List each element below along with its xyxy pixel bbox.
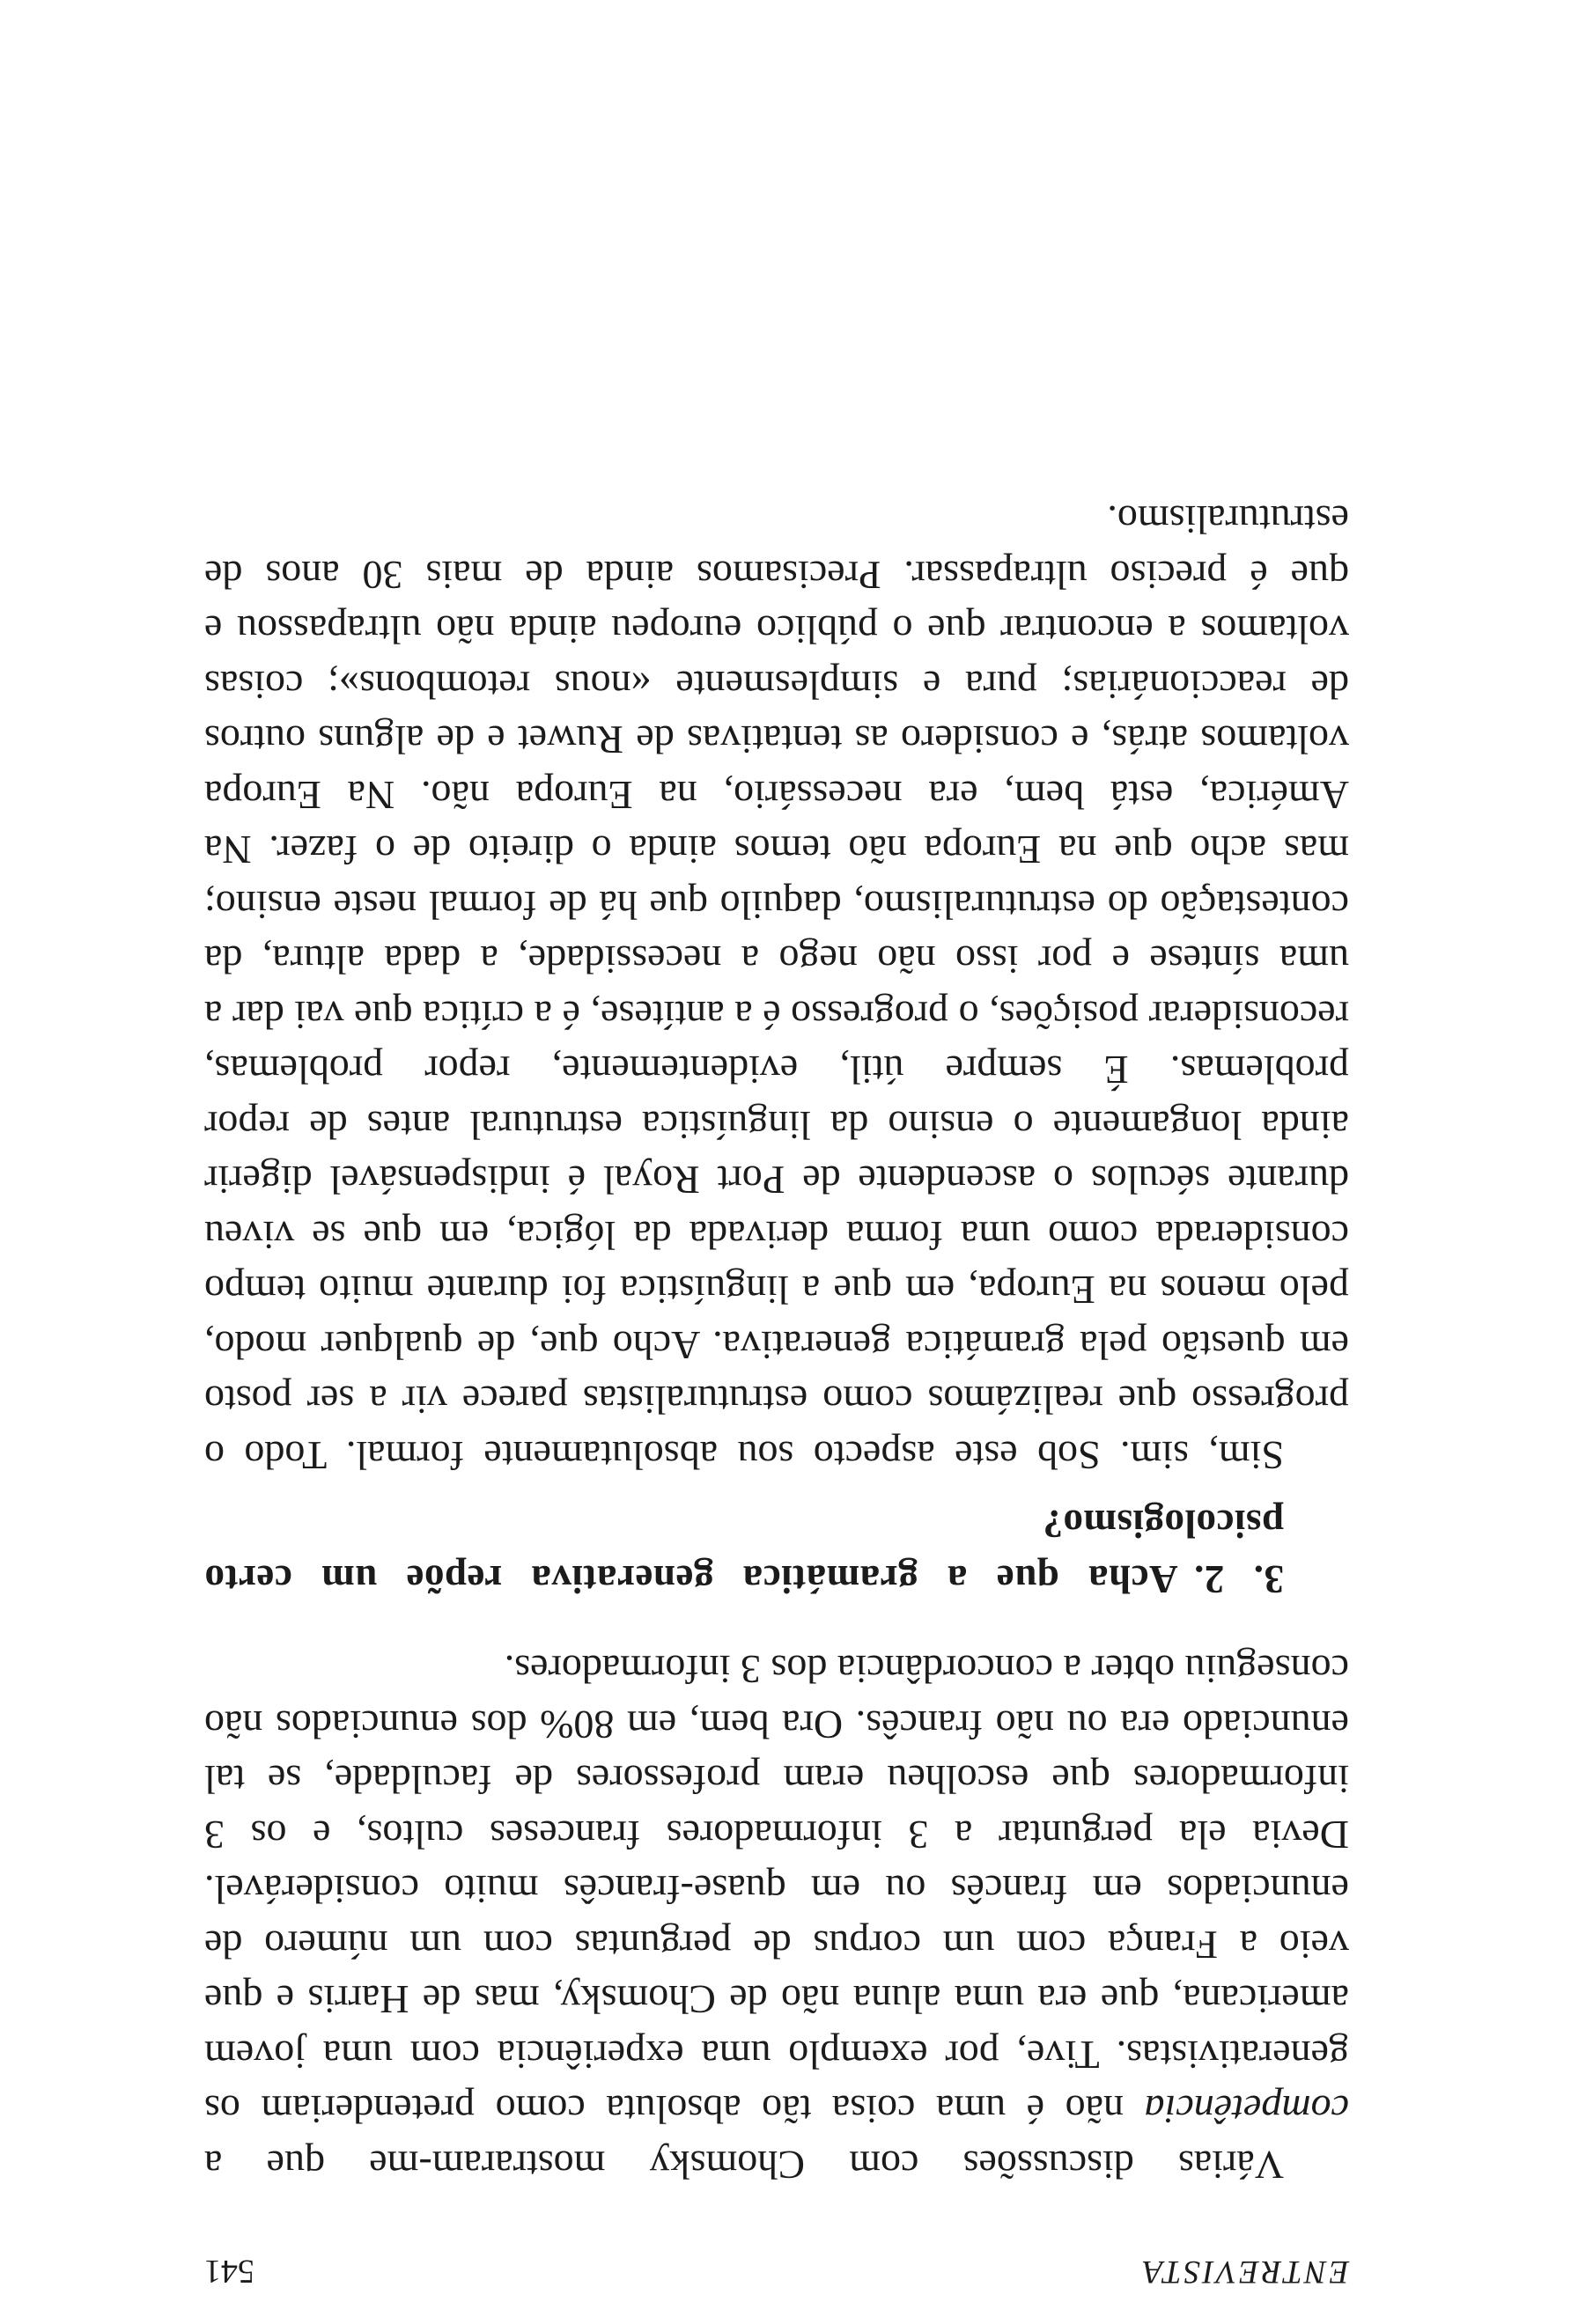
- paragraph-chomsky-discussions: [204, 1642, 1349, 2192]
- paragraph-1-start: Várias discussões com Chomsky mostraram-me que a: [204, 2143, 1284, 2188]
- page-header: [204, 2247, 1349, 2291]
- italic-term: competência: [1144, 2087, 1349, 2133]
- page-number: 541: [204, 2253, 254, 2290]
- question-text: Acha que a gramática generativa repõe um certo psicologismo?: [204, 1502, 1284, 1601]
- question-number: 3. 2.: [1193, 1557, 1284, 1601]
- paragraph-1-end: não é uma coisa tão absoluta como pretenderiam os generativistas. Tive, por exemplo uma experiência com uma jovem americana, que era uma aluna não de Chomsky, mas de Harris e que veio a França com um corpus de perguntas com um número de enunciados em francês ou em quase-francês muito considerável. Devia ela perguntar a 3 informadores franceses cultos, e os 3 informadores que escolheu eram professores de faculdade, se tal enunciado era ou não francês. Ora bem, em 80% dos enunciados não conseguiu obter a concordância dos 3 informadores.: [204, 1647, 1349, 2133]
- question-heading: [204, 1497, 1349, 1607]
- page-body: [204, 492, 1349, 2192]
- paragraph-answer: Sim, sim. Sob este aspecto sou absolutamente formal. Todo o progresso que realizámos como estruturalistas parece vir a ser posto em questão pela gramática generativa. Acho que, de qualquer modo, pelo menos na Europa, em que a linguística foi durante muito tempo considerada como uma forma derivada da lógica, em que se viveu durante séculos o ascendente de Port Royal é indispensável digerir ainda longamente o ensino da linguística estrutural antes de repor problemas. É sempre útil, evidentemente, repor problemas, reconsiderar posições, o progresso é a antítese, é a crítica que vai dar a uma síntese e por isso não nego a necessidade, a dada altura, da contestação do estruturalismo, daquilo que há de formal neste ensino; mas acho que na Europa não temos ainda o direito de o fazer. Na América, está bem, era necessário, na Europa não. Na Europa voltamos atrás, e considero as tentativas de Ruwet e de alguns outros de reaccionárias; pura e simplesmente «nous retombons»; coisas voltamos a encontrar que o público europeu ainda não ultrapassou e que é preciso ultrapassar. Precisamos ainda de mais 30 anos de estruturalismo.: [204, 497, 1349, 1478]
- running-title: ENTREVISTA: [1140, 2254, 1349, 2290]
